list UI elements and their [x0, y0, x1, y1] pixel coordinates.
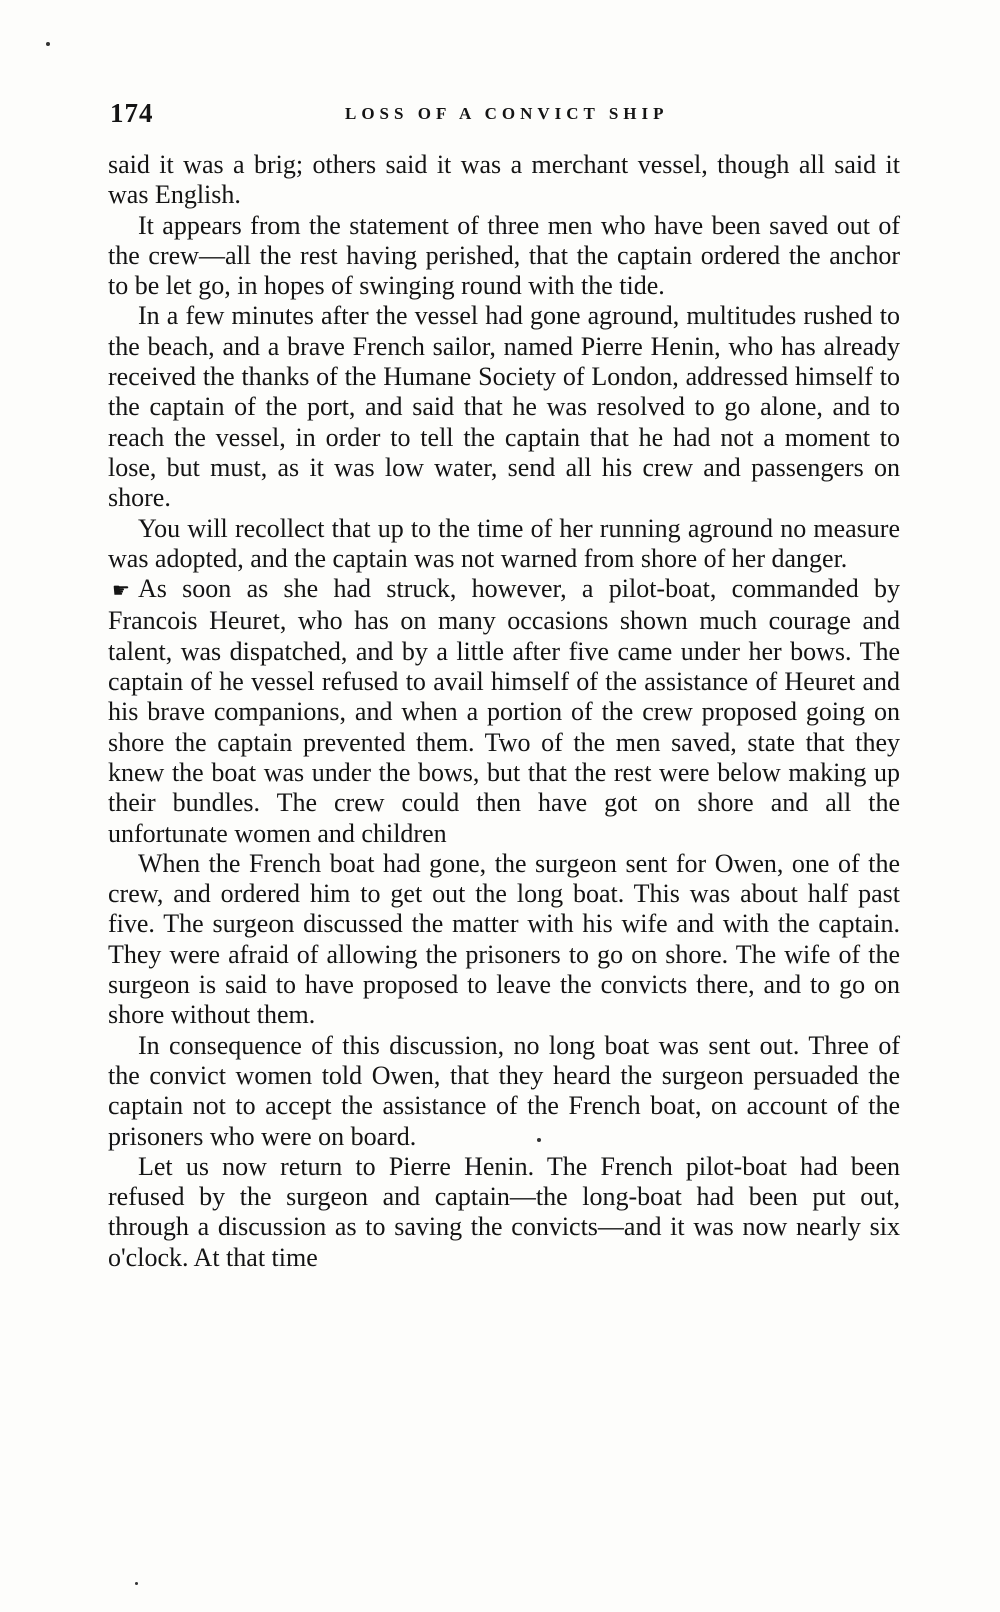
paragraph: said it was a brig; others said it was a merchant vessel, though all said it was English. [108, 150, 900, 210]
paragraph: In consequence of this discussion, no long boat was sent out. Three of the convict women told Owen, that they heard the surgeon persuaded the captain not to accept the assistance of the French boat, on account of the prisoners who were on board. [108, 1030, 900, 1151]
paragraph: When the French boat had gone, the surgeon sent for Owen, one of the crew, and ordered him to get out the long boat. This was about half past five. The surgeon discussed the matter with his wife and with the captain. They were afraid of allowing the prisoners to go on shore. The wife of the surgeon is said to have proposed to leave the convicts there, and to go on shore without them. [108, 848, 900, 1030]
body-text [108, 150, 900, 1273]
paragraph: You will recollect that up to the time of her running aground no measure was adopted, and the captain was not warned from shore of her danger. [108, 513, 900, 573]
ink-speck [135, 1582, 138, 1585]
paragraph: Let us now return to Pierre Henin. The French pilot-boat had been refused by the surgeon and captain—the long-boat had been put out, through a discussion as to saving the convicts—and it was now nearly six o'clock. At that time [108, 1151, 900, 1272]
paragraph-with-marker [108, 574, 900, 849]
page-number: 174 [110, 98, 154, 128]
running-title: LOSS OF A CONVICT SHIP [345, 104, 669, 123]
pointing-hand-icon: ☛ [112, 580, 130, 603]
page-header [110, 98, 870, 132]
paragraph: It appears from the statement of three men who have been saved out of the crew—all the rest having perished, that the captain ordered the anchor to be let go, in hopes of swinging round with the tide. [108, 210, 900, 301]
paragraph-text: As soon as she had struck, however, a pilot-boat, commanded by Francois Heuret, who has on many occasions shown much courage and talent, was dispatched, and by a little after five came under her bows. The captain of he vessel refused to avail himself of the assistance of Heuret and his brave companions, and when a portion of the crew proposed going on shore the captain prevented them. Two of the men saved, state that they knew the boat was under the bows, but that the rest were below making up their bundles. The crew could then have got on shore and all the unfortunate women and children [108, 574, 900, 848]
ink-speck [46, 42, 50, 46]
paragraph: In a few minutes after the vessel had gone aground, multitudes rushed to the beach, and a brave French sailor, named Pierre Henin, who has already received the thanks of the Humane Society of London, addressed himself to the captain of the port, and said that he was resolved to go alone, and to reach the vessel, in order to tell the captain that he had not a moment to lose, but must, as it was low water, send all his crew and passengers on shore. [108, 301, 900, 513]
